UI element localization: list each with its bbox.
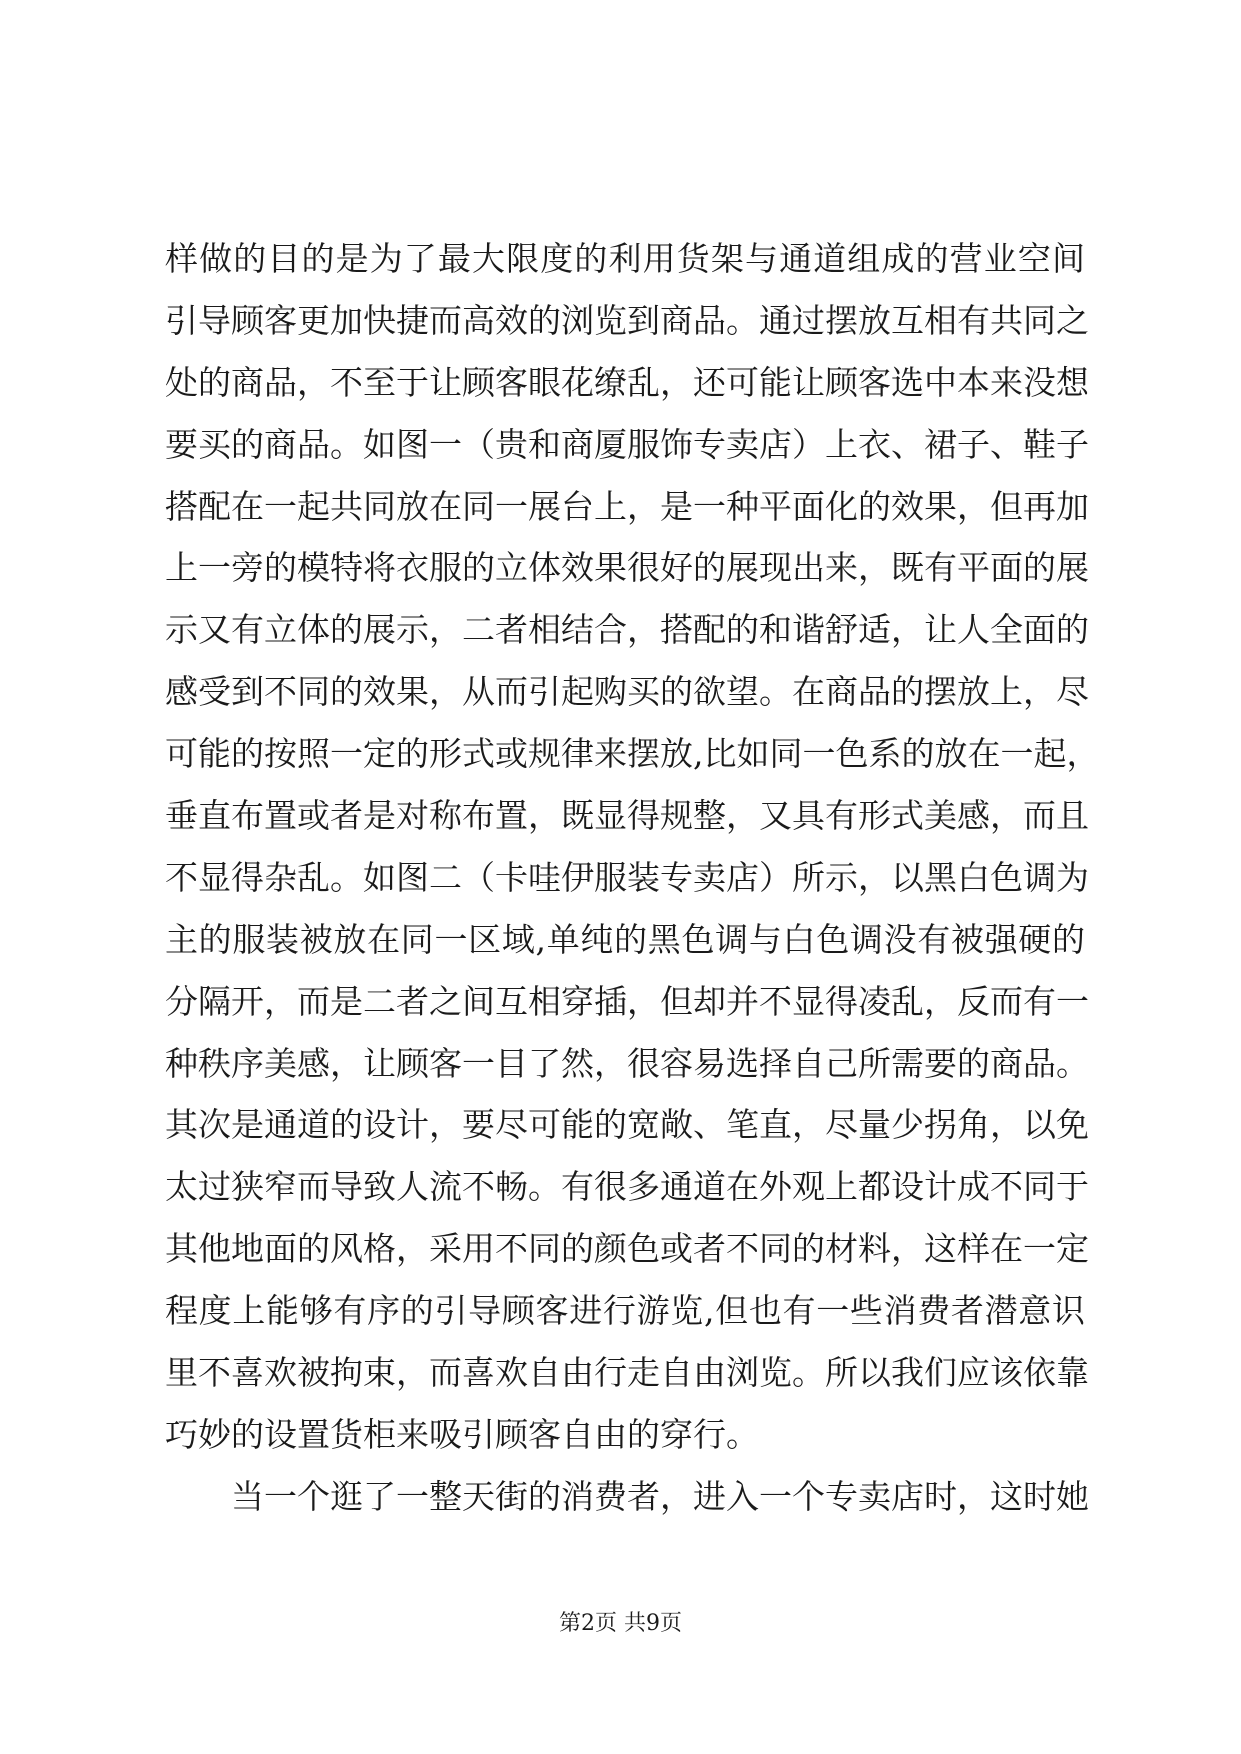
text-line: 垂直布置或者是对称布置，既显得规整，又具有形式美感，而且 <box>165 796 1089 836</box>
text-line: 太过狭窄而导致人流不畅。有很多通道在外观上都设计成不同于 <box>165 1167 1089 1207</box>
text-line: 主的服装被放在同一区域,单纯的黑色调与白色调没有被强硬的 <box>165 919 1085 959</box>
text-line: 可能的按照一定的形式或规律来摆放,比如同一色系的放在一起， <box>165 734 1100 774</box>
text-line: 当一个逛了一整天街的消费者，进入一个专卖店时，这时她 <box>231 1476 1089 1516</box>
paragraph-2 <box>165 1466 1089 1528</box>
text-line: 引导顾客更加快捷而高效的浏览到商品。通过摆放互相有共同之 <box>165 300 1089 340</box>
page-footer: 第2页 共9页 <box>559 1611 682 1636</box>
text-line: 搭配在一起共同放在同一展台上，是一种平面化的效果，但再加 <box>165 486 1089 526</box>
body-text <box>165 228 1100 1528</box>
text-line: 示又有立体的展示，二者相结合，搭配的和谐舒适，让人全面的 <box>165 610 1089 650</box>
text-line: 感受到不同的效果，从而引起购买的欲望。在商品的摆放上，尽 <box>165 672 1089 712</box>
text-line: 要买的商品。如图一（贵和商厦服饰专卖店）上衣、裙子、鞋子 <box>165 424 1089 464</box>
text-line: 种秩序美感，让顾客一目了然，很容易选择自己所需要的商品。 <box>165 1043 1089 1083</box>
text-line: 样做的目的是为了最大限度的利用货架与通道组成的营业空间 <box>165 239 1085 278</box>
text-line: 分隔开，而是二者之间互相穿插，但却并不显得凌乱，反而有一 <box>165 981 1089 1021</box>
text-line: 其次是通道的设计，要尽可能的宽敞、笔直，尽量少拐角，以免 <box>165 1105 1089 1145</box>
text-line: 上一旁的模特将衣服的立体效果很好的展现出来，既有平面的展 <box>165 548 1089 588</box>
text-line: 处的商品，不至于让顾客眼花缭乱，还可能让顾客选中本来没想 <box>165 362 1089 402</box>
text-line: 其他地面的风格，采用不同的颜色或者不同的材料，这样在一定 <box>165 1229 1089 1269</box>
text-line: 不显得杂乱。如图二（卡哇伊服装专卖店）所示，以黑白色调为 <box>165 857 1089 897</box>
text-line: 巧妙的设置货柜来吸引顾客自由的穿行。 <box>165 1414 759 1454</box>
paragraph-1 <box>165 228 1100 1466</box>
text-line: 里不喜欢被拘束，而喜欢自由行走自由浏览。所以我们应该依靠 <box>165 1353 1089 1393</box>
text-line: 程度上能够有序的引导顾客进行游览,但也有一些消费者潜意识 <box>165 1291 1085 1331</box>
